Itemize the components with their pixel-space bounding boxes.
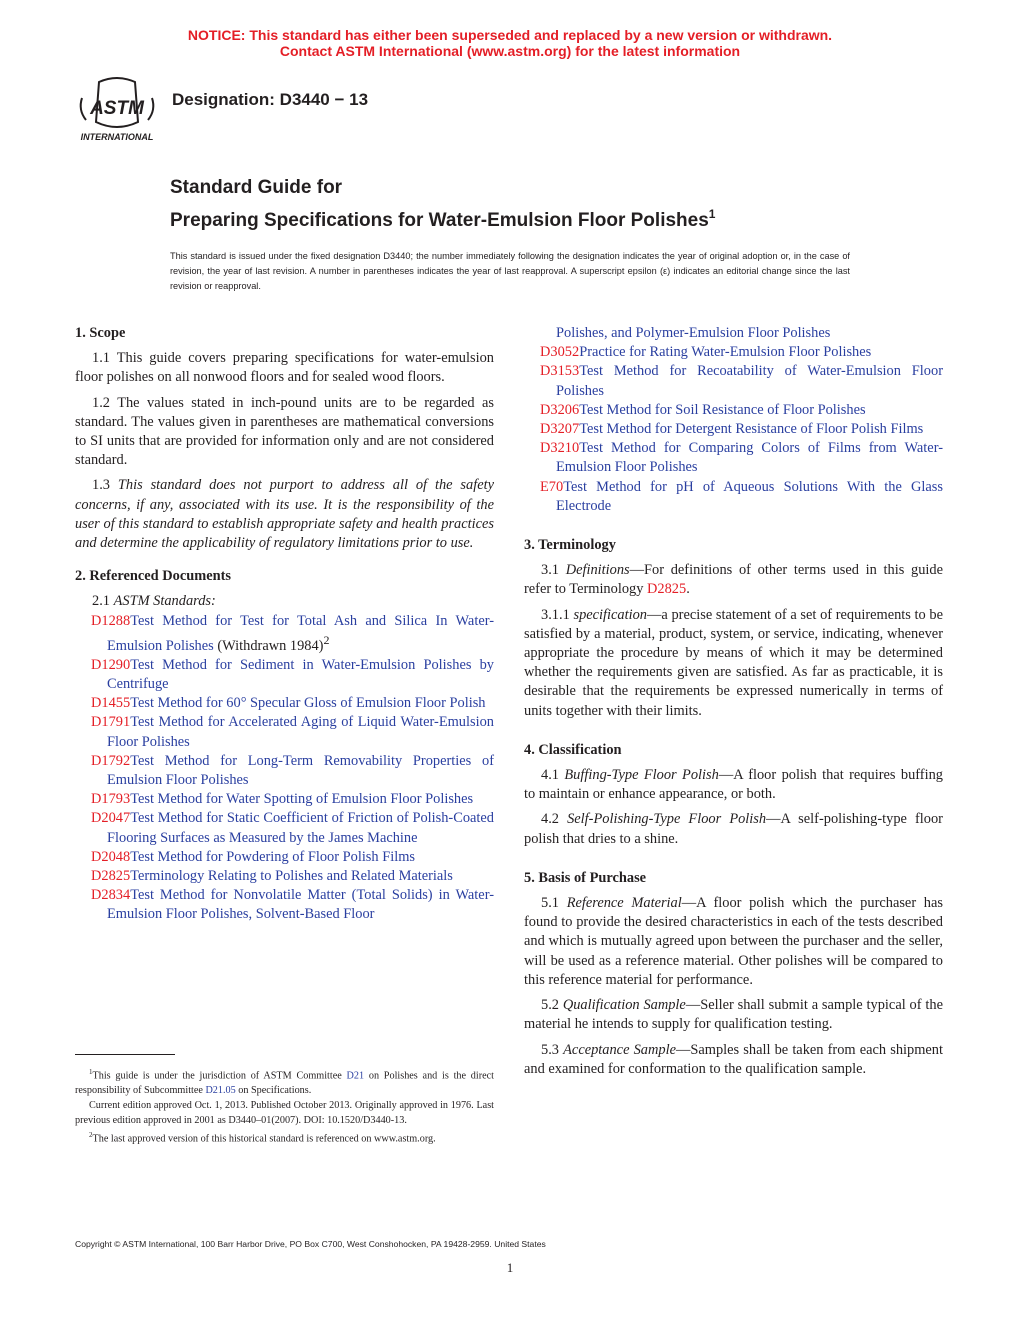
ref-code[interactable]: D2825 — [91, 868, 131, 885]
ref-title[interactable]: Test Method for Static Coefficient of Friction of Polish-Coated Flooring Surfaces as Measured by the James Machine — [107, 810, 494, 846]
ref-item-d1791[interactable] — [75, 713, 494, 751]
ref-code[interactable]: D1793 — [91, 791, 131, 808]
purchase-5-1-number: 5.1 — [541, 895, 567, 912]
ref-title[interactable]: Test Method for 60° Specular Gloss of Emulsion Floor Polish — [130, 695, 486, 712]
purchase-5-2-text: —Seller shall submit a sample typical of the material he intends to supply for qualification testing. — [524, 997, 943, 1033]
scope-heading: 1. Scope — [75, 325, 126, 341]
term-3-1-link[interactable]: D2825 — [647, 581, 687, 598]
purchase-5-2 — [524, 996, 943, 1034]
ref-code[interactable]: D2834 — [91, 887, 131, 904]
ref-title[interactable]: Test Method for Detergent Resistance of Floor Polish Films — [579, 421, 924, 438]
ref-code[interactable]: D1792 — [91, 752, 131, 769]
terminology-heading: 3. Terminology — [524, 537, 616, 554]
class-4-1-term: Buffing-Type Floor Polish — [564, 767, 719, 784]
ref-title[interactable]: Test Method for Sediment in Water-Emulsion Polishes by Centrifuge — [107, 656, 494, 693]
ref-item-d2048[interactable] — [75, 848, 494, 867]
ref-code[interactable]: D1791 — [91, 714, 131, 731]
ref-note: (Withdrawn 1984) — [213, 637, 324, 654]
ref-item-d3206[interactable] — [524, 401, 943, 420]
notice-line-2: Contact ASTM International (www.astm.org) for the latest information — [279, 43, 741, 59]
ref-title[interactable]: Test Method for pH of Aqueous Solutions With the Glass Electrode — [556, 478, 943, 514]
basis-of-purchase-heading: 5. Basis of Purchase — [524, 869, 647, 886]
referenced-documents-heading: 2. Referenced Documents — [75, 568, 231, 585]
footnote-1-text-b: on Polishes and is the direct responsibility of Subcommittee — [75, 1070, 494, 1097]
astm-standards-label — [75, 592, 494, 611]
terminology-3-1-1 — [524, 606, 943, 721]
ref-code[interactable]: D3210 — [540, 440, 580, 457]
purchase-5-3-number: 5.3 — [541, 1041, 564, 1058]
term-3-1-1-text: —a precise statement of a set of requirements to be satisfied by a material, product, system, or service, indicating, whenever appropriate the procedure by means of which it may be determined whether the requirements given are satisfied. As far as practicable, it is desirable that the requirements be expressed numerically in terms of units together with their limits. — [524, 606, 944, 719]
footnote-divider — [75, 1054, 175, 1055]
logo-subtext: INTERNATIONAL — [80, 132, 154, 142]
ref-item-d1455[interactable] — [75, 694, 494, 713]
class-4-1-text: —A floor polish that requires buffing to maintain or enhance appearance, or both. — [524, 767, 943, 803]
ref-title[interactable]: Terminology Relating to Polishes and Related Materials — [130, 868, 453, 885]
left-column — [75, 324, 494, 925]
term-3-1-text: —For definitions of other terms used in this guide refer to Terminology — [524, 562, 943, 598]
withdrawal-notice — [0, 27, 1020, 59]
ref-title[interactable]: Test Method for Comparing Colors of Films from Water-Emulsion Floor Polishes — [556, 440, 943, 476]
ref-title[interactable]: Test Method for Recoatability of Water-Emulsion Floor Polishes — [556, 363, 943, 399]
ref-code[interactable]: D2048 — [91, 848, 131, 865]
purchase-5-3 — [524, 1041, 943, 1079]
term-3-1-number: 3.1 — [541, 562, 566, 579]
classification-4-2 — [524, 810, 943, 848]
ref-title[interactable]: Test Method for Soil Resistance of Floor Polishes — [579, 401, 866, 418]
scope-1-2: 1.2 The values stated in inch-pound units are to be regarded as standard. The values given in parentheses are mathematical conversions to SI units that are provided for information only and are not considered standard. — [75, 394, 494, 469]
term-3-1-1-number: 3.1.1 — [541, 606, 574, 623]
footnote-1-text-c: on Specifications. — [235, 1085, 312, 1097]
astm-logo — [72, 76, 162, 144]
scope-1-1: 1.1 This guide covers preparing specifications for water-emulsion floor polishes on all nonwood floors and for sealed wood floors. — [75, 350, 494, 386]
ref-code[interactable]: D1288 — [91, 612, 131, 629]
footnote-1-text-a: This guide is under the jurisdiction of ASTM Committee — [92, 1070, 347, 1082]
term-3-1-1-term: specification — [573, 606, 648, 623]
class-4-2-number: 4.2 — [541, 811, 568, 828]
ref-item-d2834-continued[interactable]: Polishes, and Polymer-Emulsion Floor Polishes — [556, 325, 831, 341]
purchase-5-2-term: Qualification Sample — [562, 997, 686, 1014]
ref-sub-label: ASTM Standards: — [113, 593, 216, 610]
classification-heading: 4. Classification — [524, 741, 622, 758]
ref-item-d2834[interactable] — [75, 886, 494, 924]
ref-title[interactable]: Test Method for Test for Total Ash and Silica In Water-Emulsion Polishes — [107, 612, 494, 654]
footnote-1-edition: Current edition approved Oct. 1, 2013. Published October 2013. Originally approved in 1976. Last previous edition approved in 2001 as D3440–01(2007). DOI: 10.1520/D3440-13. — [75, 1100, 494, 1127]
ref-item-e70[interactable] — [524, 478, 943, 516]
footnote-2 — [75, 1128, 494, 1146]
title-line-1: Standard Guide for — [170, 177, 343, 198]
classification-4-1 — [524, 766, 943, 804]
document-title — [170, 175, 715, 234]
title-footnote-mark: 1 — [708, 207, 716, 221]
purchase-5-3-text: —Samples shall be taken from each shipment and examined for conformation to the qualification sample. — [524, 1041, 943, 1077]
ref-title[interactable]: Test Method for Water Spotting of Emulsion Floor Polishes — [130, 791, 474, 808]
ref-code[interactable]: D2047 — [91, 810, 131, 827]
ref-code[interactable]: D1455 — [91, 695, 131, 712]
ref-code[interactable]: D3153 — [540, 363, 580, 380]
purchase-5-2-number: 5.2 — [541, 997, 563, 1014]
class-4-1-number: 4.1 — [541, 767, 565, 784]
purchase-5-3-term: Acceptance Sample — [563, 1041, 676, 1058]
title-line-2: Preparing Specifications for Water-Emulsion Floor Polishes — [170, 210, 709, 231]
ref-item-d3153[interactable] — [524, 362, 943, 400]
purchase-5-1-term: Reference Material — [566, 895, 682, 912]
purchase-5-1-text: —A floor polish which the purchaser has found to provide the desired characteristics in each of the tests described and which is mutually agreed upon between the purchaser and the seller, will be used as a reference material. Other polishes will be compared to this reference material for performance. — [524, 895, 943, 988]
class-4-2-text: —A self-polishing-type floor polish that dries to a shine. — [524, 811, 943, 847]
ref-item-d1288[interactable] — [75, 612, 494, 656]
right-column — [524, 324, 943, 1079]
ref-item-d1290[interactable] — [75, 656, 494, 694]
ref-code[interactable]: D3207 — [540, 421, 580, 438]
footnote-subcommittee-link[interactable]: D21.05 — [205, 1085, 236, 1097]
ref-code[interactable]: E70 — [540, 478, 564, 495]
purchase-5-1 — [524, 894, 943, 990]
ref-title[interactable]: Practice for Rating Water-Emulsion Floor Polishes — [579, 344, 872, 361]
ref-item-d1793[interactable] — [75, 790, 494, 809]
ref-code[interactable]: D3052 — [540, 344, 580, 361]
designation: Designation: D3440 − 13 — [172, 90, 369, 109]
ref-item-d3207[interactable] — [524, 420, 943, 439]
ref-item-d3210[interactable] — [524, 439, 943, 477]
footnote-2-mark: 2 — [89, 1131, 93, 1140]
ref-title[interactable]: Test Method for Long-Term Removability Properties of Emulsion Floor Polishes — [107, 752, 494, 789]
ref-item-d2047[interactable] — [75, 809, 494, 847]
ref-item-d1792[interactable] — [75, 752, 494, 790]
scope-1-3-number: 1.3 — [92, 477, 118, 494]
ref-code[interactable]: D3206 — [540, 401, 580, 418]
footnote-committee-link[interactable]: D21 — [346, 1070, 365, 1082]
ref-item-d2825[interactable] — [75, 867, 494, 886]
footnote-2-text: The last approved version of this historical standard is referenced on www.astm.org. — [92, 1133, 436, 1145]
ref-title[interactable]: Test Method for Accelerated Aging of Liquid Water-Emulsion Floor Polishes — [107, 714, 494, 750]
footnotes — [75, 1065, 494, 1147]
page-number: 1 — [506, 1260, 514, 1275]
term-3-1-term: Definitions — [565, 562, 630, 579]
terminology-3-1 — [524, 561, 943, 599]
scope-1-3 — [75, 476, 494, 553]
logo-text: ASTM — [90, 98, 144, 119]
ref-title[interactable]: Test Method for Powdering of Floor Polish Films — [130, 848, 415, 865]
ref-sub-number: 2.1 — [92, 593, 114, 610]
ref-item-d3052[interactable] — [524, 343, 943, 362]
footnote-1-mark: 1 — [89, 1068, 93, 1076]
class-4-2-term: Self-Polishing-Type Floor Polish — [567, 811, 767, 828]
notice-line-1: NOTICE: This standard has either been superseded and replaced by a new version or withdrawn. — [187, 27, 833, 43]
ref-sup: 2 — [323, 632, 330, 647]
copyright-notice: Copyright © ASTM International, 100 Barr Harbor Drive, PO Box C700, West Conshohocken, PA 19428-2959. United States — [75, 1239, 546, 1249]
issuance-note: This standard is issued under the fixed designation D3440; the number immediately following the designation indicates the year of original adoption or, in the case of revision, the year of last revision. A number in parentheses indicates the year of last reapproval. A superscript epsilon (ε) indicates an editorial change since the last revision or reapproval. — [170, 251, 850, 291]
ref-code[interactable]: D1290 — [91, 656, 131, 673]
footnote-1 — [75, 1065, 494, 1098]
ref-title[interactable]: Test Method for Nonvolatile Matter (Total Solids) in Water-Emulsion Floor Polishes, Solvent-Based Floor — [107, 887, 494, 923]
term-3-1-end: . — [686, 581, 690, 598]
scope-1-3-text: This standard does not purport to address all of the safety concerns, if any, associated with its use. It is the responsibility of the user of this standard to establish appropriate safety and health practices and determine the applicability of regulatory limitations prior to use. — [75, 477, 494, 552]
